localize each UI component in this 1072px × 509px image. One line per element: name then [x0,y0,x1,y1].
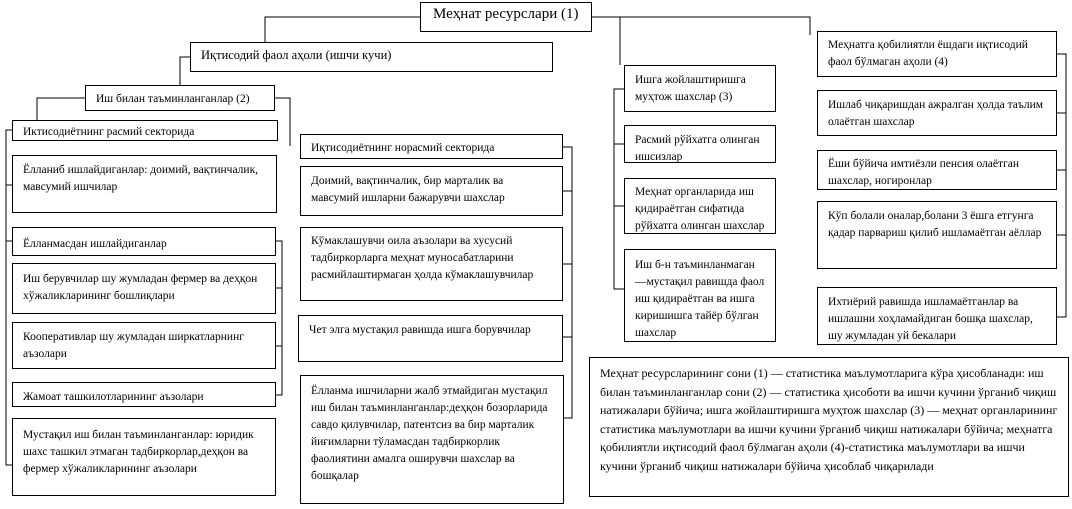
connector-root-active [265,17,420,42]
public-organizations-box: Жамоат ташкилотларининг аъзолари [12,382,276,407]
informal-sector-box: Иқтисодиётнинг норасмий секторида [300,134,563,159]
economically-inactive-box: Меҳнатга қобилиятли ёшдаги иқтисодий фаол бўлмаган аҳоли (4) [817,31,1057,77]
voluntary-inactive-box: Ихтиёрий равишда ишламаётганлар ва ишлашни хоҳламайдиган бошқа шахслар, шу жумладан уй бекалари [817,287,1057,345]
registered-unemployed-box: Расмий рўйхатга олинган ишсизлар [624,125,776,163]
connector-root-jobseekers [590,17,620,65]
students-box: Ишлаб чиқаришдан ажралган ҳолда таълим олаётган шахслар [817,90,1057,136]
cooperatives-box: Кооперативлар шу жумладан ширкатларнинг аъзолари [12,322,276,369]
economically-active-box: Иқтисодий фаол аҳоли (ишчи кучи) [190,42,553,72]
non-hired-box: Ёлланмасдан ишлайдиганлар [12,227,276,256]
connector-root-inactive [590,17,810,35]
labor-office-registered-box: Меҳнат органларида иш қидираётган сифатида рўйхатга олинган шахслар [624,178,776,234]
connector-inactive-spine [1057,54,1066,317]
retirees-box: Ёши бўйича имтиёзли пенсия олаётган шахслар, ногиронлар [817,150,1057,190]
formal-sector-box: Иктисодиётнинг расмий секторида [12,120,278,141]
abroad-workers-box: Чет элга мустақил равишда ишга борувчилар [298,315,563,362]
mothers-box: Кўп болали оналар,болани 3 ёшга етгунга қадар парвариш қилиб ишламаётган аёллар [817,201,1057,269]
hired-workers-box: Ёлланиб ишлайдиганлар: доимий, вақтинчалик, мавсумий ишчилар [12,155,277,213]
connector-active-employed [180,57,190,85]
active-jobseekers-box: Иш б-н таъминланмаган—мустақил равишда фаол иш қидираётган ва ишга киришишга тайёр бўлган шахслар [624,249,776,342]
explanatory-note: Меҳнат ресурсларининг сони (1) — статистика маълумотларига кўра ҳисобланади: иш билан таъминланганлар сони (2) — статистика ҳисоботи ва ишчи кучини ўрганиб чиқиш натижалари бўйича; ишга жойлаштиришга муҳтож шахслар (3) — меҳнат органларининг статистика маълумотлари ва ишчи кучини ўрганиб чиқиш натижалари бўйича; меҳнатга қобилиятли иқтисодий фаол бўлмаган аҳоли (4)-статистика маълумотлари ва ишчи кучини ўрганиб чиқиш натижалари бўйича ҳисоблаб чиқарилади [589,357,1069,497]
connector-employed-formal [37,98,85,120]
self-employed-box: Мустақил иш билан таъминланганлар: юридик шахс ташкил этмаган тадбиркорлар,деҳқон ва фермер хўжаликларининг аъзолари [12,418,276,496]
connector-jobseekers-spine [614,89,624,289]
labor-resources-box: Меҳнат ресурслари (1) [420,2,592,32]
temporary-workers-box: Доимий, вақтинчалик, бир марталик ва мавсумий ишларни бажарувчи шахслар [300,166,563,216]
connector-informal-spine [563,147,572,418]
employed-box: Иш билан таъминланганлар (2) [85,85,275,111]
employers-box: Иш берувчилар шу жумладан фермер ва деҳқон хўжаликларининг бошлиқлари [12,263,276,314]
connector-nonhired-spine [276,241,282,395]
jobseekers-box: Ишга жойлаштиришга муҳтож шахслар (3) [624,65,776,112]
family-helpers-box: Кўмаклашувчи оила аъзолари ва хусусий тадбиркорларга меҳнат муносабатларини расмийлаштирмаган ҳолда кўмаклашувчилар [300,227,563,301]
individual-entrepreneurs-box: Ёлланма ишчиларни жалб этмайдиган мустақил иш билан таъминланганлар:деҳқон бозорларида савдо қилувчилар, патентсиз ва бир марталик йиғимларни тўламасдан тадбиркорлик фаолиятини амалга оширувчи шахслар ва бошқалар [300,375,564,504]
